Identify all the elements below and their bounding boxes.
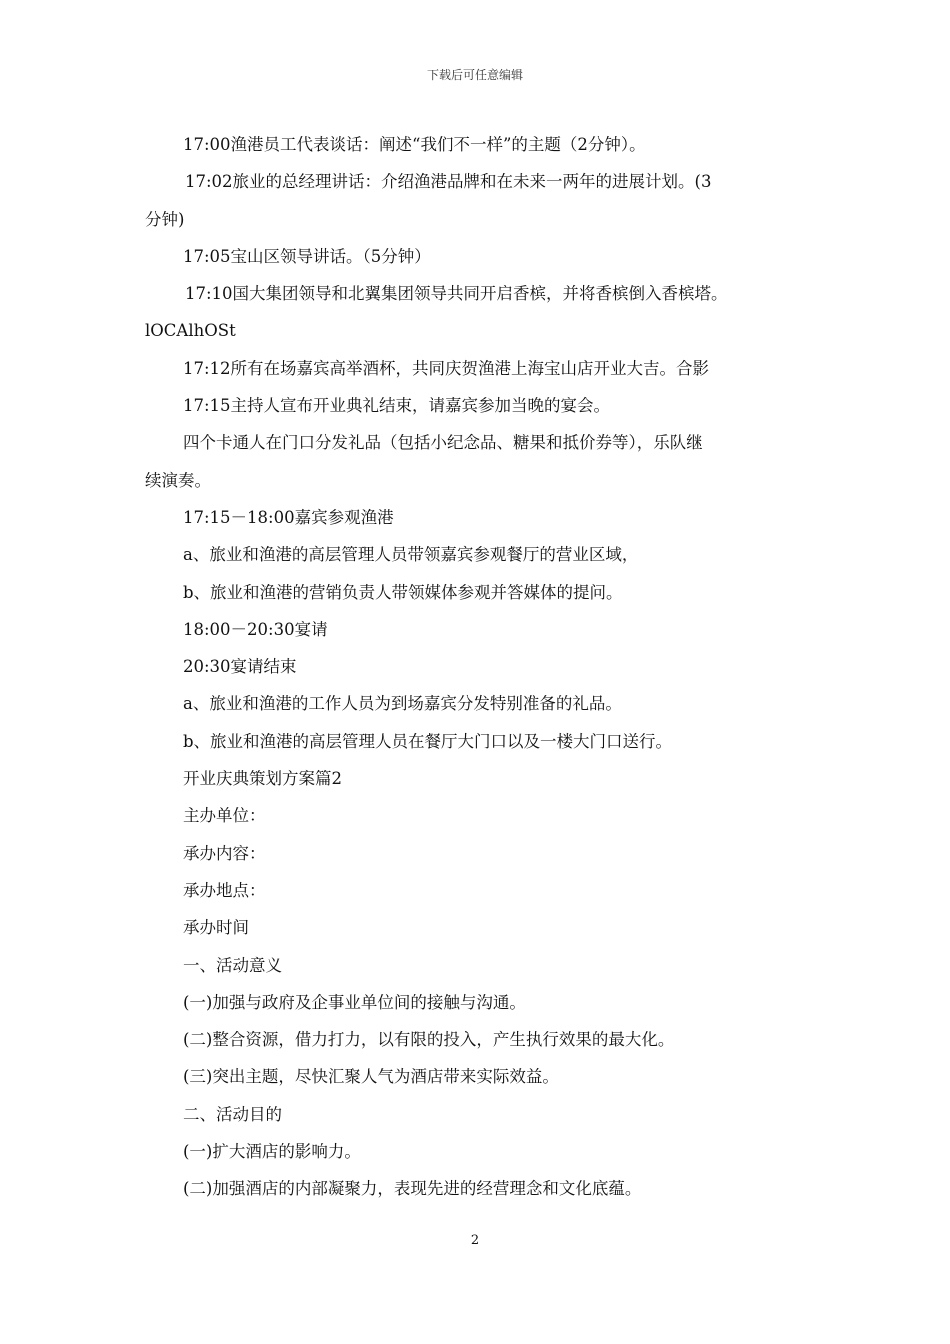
paragraph-line: (二)整合资源，借力打力，以有限的投入，产生执行效果的最大化。	[183, 1030, 675, 1050]
paragraph-line: 17:15主持人宣布开业典礼结束，请嘉宾参加当晚的宴会。	[183, 396, 611, 416]
paragraph-line: 主办单位：	[183, 806, 266, 826]
paragraph-line: 17:02旅业的总经理讲话：介绍渔港品牌和在未来一两年的进展计划。(3	[185, 172, 712, 192]
page-number: 2	[470, 1233, 480, 1248]
paragraph-line: (二)加强酒店的内部凝聚力，表现先进的经营理念和文化底蕴。	[183, 1179, 642, 1199]
paragraph-line: 17:05宝山区领导讲话。（5分钟）	[183, 246, 431, 266]
paragraph-line: 开业庆典策划方案篇2	[183, 769, 342, 789]
paragraph-line: 二、活动目的	[183, 1104, 282, 1124]
paragraph-line: 17:10国大集团领导和北翼集团领导共同开启香槟，并将香槟倒入香槟塔。	[185, 284, 728, 304]
paragraph-line: (三)突出主题，尽快汇聚人气为酒店带来实际效益。	[183, 1067, 559, 1087]
paragraph-line: 承办地点：	[183, 880, 266, 900]
paragraph-line: (一)加强与政府及企事业单位间的接触与沟通。	[183, 992, 526, 1012]
page-header: 下载后可任意编辑	[426, 68, 523, 82]
paragraph-line: 17:15－18:00嘉宾参观渔港	[183, 507, 394, 527]
paragraph-line: b、旅业和渔港的营销负责人带领媒体参观并答媒体的提问。	[183, 582, 623, 602]
paragraph-line: 承办内容：	[183, 843, 266, 863]
paragraph-line: 承办时间	[183, 918, 249, 938]
paragraph-line: lOCAlhOSt	[145, 321, 236, 341]
paragraph-line: 一、活动意义	[183, 955, 282, 975]
document-body	[145, 126, 825, 1208]
paragraph-line: (一)扩大酒店的影响力。	[183, 1142, 361, 1162]
paragraph-line: a、旅业和渔港的工作人员为到场嘉宾分发特别准备的礼品。	[183, 694, 622, 714]
paragraph-line: b、旅业和渔港的高层管理人员在餐厅大门口以及一楼大门口送行。	[183, 731, 673, 751]
paragraph-line: 20:30宴请结束	[183, 657, 297, 677]
paragraph-line: 18:00－20:30宴请	[183, 619, 328, 639]
paragraph-line: 四个卡通人在门口分发礼品（包括小纪念品、糖果和抵价券等），乐队继	[183, 433, 703, 453]
paragraph-line: a、旅业和渔港的高层管理人员带领嘉宾参观餐厅的营业区域，	[183, 545, 639, 565]
paragraph-line: 17:12所有在场嘉宾高举酒杯，共同庆贺渔港上海宝山店开业大吉。合影	[183, 358, 710, 378]
paragraph-line: 17:00渔港员工代表谈话：阐述“我们不一样”的主题（2分钟）。	[183, 135, 646, 154]
paragraph-line: 分钟)	[145, 209, 185, 229]
paragraph-line: 续演奏。	[145, 470, 211, 490]
